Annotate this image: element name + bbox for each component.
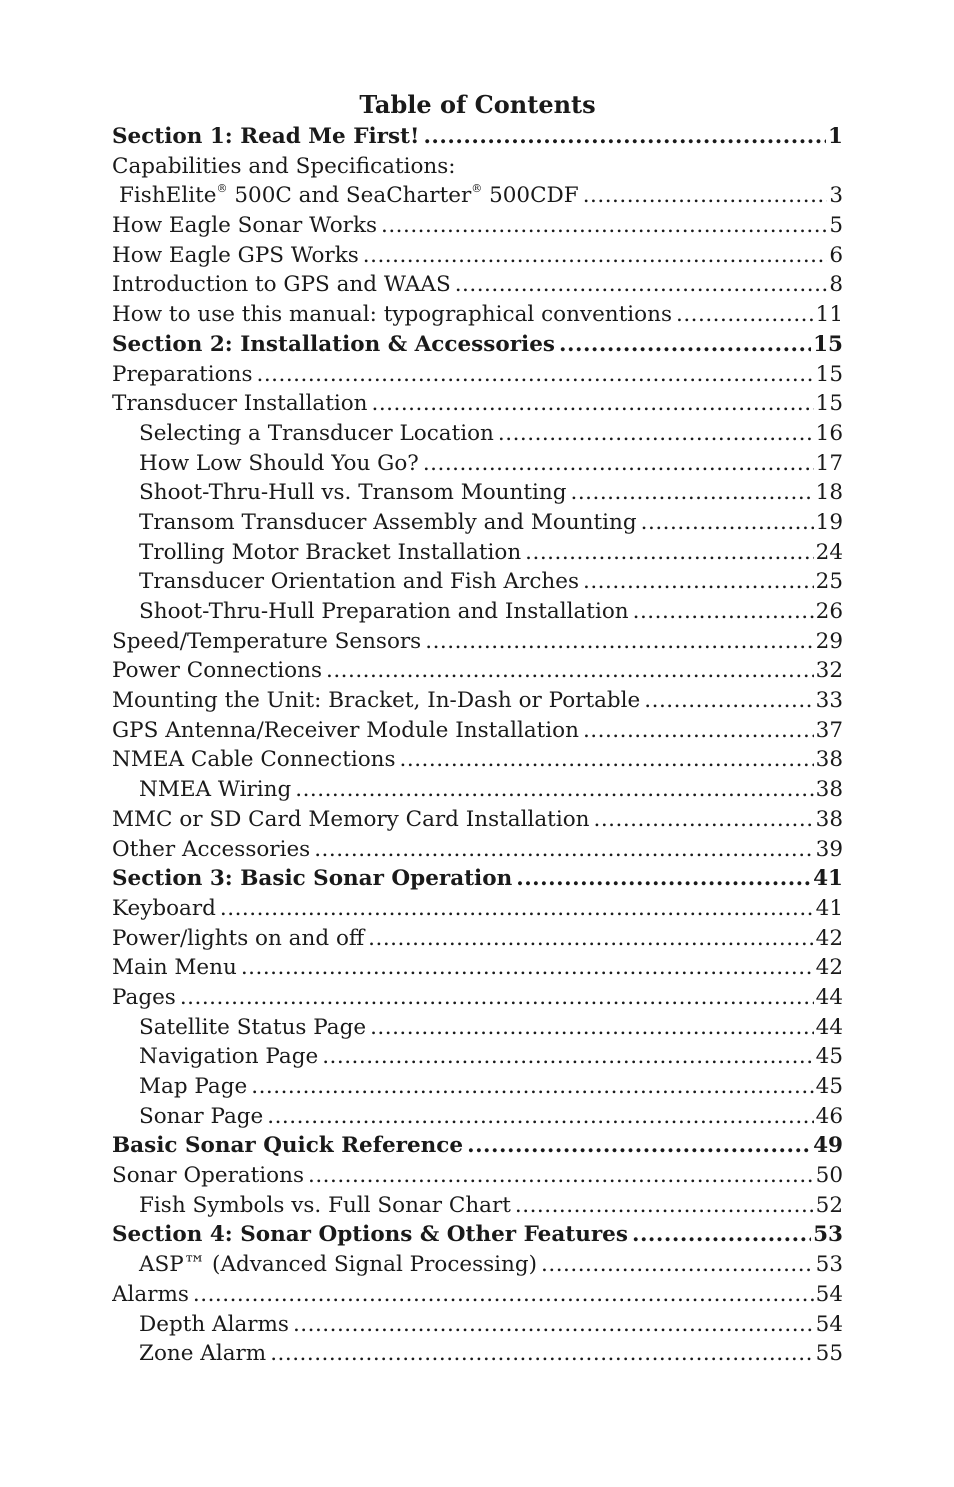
toc-entry-page-number: 55 — [815, 1341, 843, 1367]
dot-leader — [632, 1220, 811, 1250]
toc-entry[interactable] — [112, 1250, 843, 1280]
toc-entry[interactable] — [112, 508, 843, 538]
dot-leader — [193, 1280, 814, 1310]
toc-entry-page-number: 33 — [815, 688, 843, 714]
dot-leader — [314, 835, 813, 865]
dot-leader — [295, 775, 813, 805]
toc-entry-page-number: 32 — [815, 658, 843, 684]
toc-list — [112, 122, 843, 1369]
dot-leader — [541, 1250, 814, 1280]
toc-entry-label: Navigation Page — [139, 1044, 319, 1070]
toc-entry[interactable] — [112, 330, 843, 360]
toc-entry-page-number: 18 — [815, 480, 843, 506]
toc-entry-page-number: 16 — [815, 420, 843, 446]
dot-leader — [326, 656, 814, 686]
dot-leader — [423, 122, 826, 152]
dot-leader — [583, 181, 828, 211]
toc-entry[interactable] — [112, 300, 843, 330]
toc-entry-page-number: 42 — [815, 925, 843, 951]
toc-entry[interactable] — [112, 1042, 843, 1072]
toc-entry[interactable] — [112, 1339, 843, 1369]
toc-entry-label: Shoot-Thru-Hull vs. Transom Mounting — [139, 480, 567, 506]
dot-leader — [676, 300, 814, 330]
toc-entry-label: Mounting the Unit: Bracket, In-Dash or Portable — [112, 688, 641, 714]
toc-entry-page-number: 37 — [815, 717, 843, 743]
toc-entry-label: NMEA Cable Connections — [112, 747, 396, 773]
toc-entry-label: Section 4: Sonar Options & Other Features — [112, 1222, 628, 1248]
toc-entry-page-number: 45 — [815, 1044, 843, 1070]
toc-entry[interactable] — [112, 597, 843, 627]
toc-entry[interactable] — [112, 924, 843, 954]
toc-entry[interactable] — [112, 270, 843, 300]
dot-leader — [583, 567, 814, 597]
toc-entry-page-number: 44 — [815, 1014, 843, 1040]
toc-entry-label: Alarms — [112, 1281, 189, 1307]
toc-entry-page-number: 3 — [829, 183, 843, 209]
toc-entry[interactable] — [112, 449, 843, 479]
toc-entry[interactable] — [112, 1280, 843, 1310]
toc-entry-label: Power Connections — [112, 658, 322, 684]
toc-entry-label: Transom Transducer Assembly and Mounting — [139, 509, 637, 535]
toc-entry-page-number: 41 — [815, 895, 843, 921]
dot-leader — [381, 211, 827, 241]
toc-entry[interactable] — [112, 1013, 843, 1043]
toc-entry-label: Power/lights on and off — [112, 925, 365, 951]
dot-leader — [633, 597, 814, 627]
toc-entry-page-number: 44 — [815, 984, 843, 1010]
dot-leader — [257, 360, 814, 390]
toc-entry[interactable] — [112, 152, 843, 182]
toc-entry-page-number: 24 — [815, 539, 843, 565]
toc-entry-label: Pages — [112, 984, 176, 1010]
toc-entry-page-number: 53 — [815, 1252, 843, 1278]
toc-entry-page-number: 49 — [813, 1133, 843, 1159]
toc-entry[interactable] — [112, 775, 843, 805]
toc-entry-label: Fish Symbols vs. Full Sonar Chart — [139, 1192, 511, 1218]
toc-entry-page-number: 26 — [815, 599, 843, 624]
toc-entry[interactable] — [112, 478, 843, 508]
dot-leader — [644, 686, 813, 716]
toc-entry-page-number: 17 — [815, 450, 843, 476]
toc-entry[interactable] — [112, 1310, 843, 1340]
toc-page — [112, 88, 843, 1369]
dot-leader — [583, 716, 814, 746]
toc-entry-label: Keyboard — [112, 895, 216, 921]
dot-leader — [220, 894, 814, 924]
toc-entry[interactable] — [112, 1131, 843, 1161]
toc-entry-page-number: 25 — [815, 569, 843, 595]
dot-leader — [267, 1102, 813, 1132]
toc-entry-label: How Eagle Sonar Works — [112, 213, 378, 239]
toc-entry-label: Sonar Page — [139, 1103, 264, 1129]
toc-entry-page-number: 39 — [815, 836, 843, 862]
toc-entry-page-number: 45 — [815, 1074, 843, 1099]
toc-entry-label: Section 3: Basic Sonar Operation — [112, 866, 513, 892]
toc-entry-label: Map Page — [139, 1074, 248, 1099]
toc-entry-label: Section 2: Installation & Accessories — [112, 331, 555, 357]
toc-entry-page-number: 11 — [815, 302, 843, 328]
toc-entry-label: Trolling Motor Bracket Installation — [139, 539, 522, 565]
toc-entry[interactable] — [112, 1220, 843, 1250]
dot-leader — [641, 508, 814, 538]
toc-entry-label: Selecting a Transducer Location — [139, 420, 494, 446]
toc-entry[interactable] — [112, 745, 843, 775]
toc-entry-label: Shoot-Thru-Hull Preparation and Installation — [139, 599, 629, 624]
toc-entry-page-number: 38 — [815, 747, 843, 773]
toc-entry-label: How Eagle GPS Works — [112, 242, 359, 268]
toc-entry[interactable] — [112, 716, 843, 746]
toc-entry-label: ASP™ (Advanced Signal Processing) — [139, 1252, 538, 1278]
dot-leader — [293, 1310, 814, 1340]
dot-leader — [570, 478, 813, 508]
dot-leader — [425, 627, 813, 657]
toc-entry-label: Sonar Operations — [112, 1163, 304, 1189]
toc-entry-page-number: 8 — [829, 272, 843, 298]
toc-entry-label: Depth Alarms — [139, 1311, 289, 1337]
toc-entry-label: NMEA Wiring — [139, 777, 292, 803]
toc-entry-page-number: 19 — [815, 509, 843, 535]
dot-leader — [370, 1013, 814, 1043]
toc-entry-label: GPS Antenna/Receiver Module Installation — [112, 717, 579, 743]
toc-entry-label: Satellite Status Page — [139, 1014, 367, 1040]
dot-leader — [516, 864, 811, 894]
toc-entry[interactable] — [112, 419, 843, 449]
toc-entry-label: Speed/Temperature Sensors — [112, 628, 422, 654]
dot-leader — [270, 1339, 813, 1369]
dot-leader — [559, 330, 811, 360]
dot-leader — [515, 1191, 814, 1221]
toc-entry[interactable] — [112, 1191, 843, 1221]
dot-leader — [455, 270, 828, 300]
dot-leader — [322, 1042, 813, 1072]
toc-entry-label: How Low Should You Go? — [139, 450, 419, 476]
toc-entry-label: MMC or SD Card Memory Card Installation — [112, 806, 590, 832]
toc-entry-label: How to use this manual: typographical conventions — [112, 302, 672, 328]
toc-entry-page-number: 15 — [815, 361, 843, 387]
toc-entry-page-number: 42 — [815, 955, 843, 981]
toc-entry-label: Other Accessories — [112, 836, 311, 862]
toc-entry-page-number: 54 — [815, 1281, 843, 1307]
toc-entry-page-number: 41 — [813, 866, 843, 892]
toc-entry[interactable] — [112, 241, 843, 271]
dot-leader — [251, 1072, 813, 1102]
dot-leader — [241, 953, 814, 983]
toc-entry[interactable] — [112, 805, 843, 835]
toc-entry[interactable] — [112, 656, 843, 686]
toc-entry-label: Zone Alarm — [139, 1341, 267, 1367]
toc-entry-page-number: 29 — [815, 628, 843, 654]
toc-entry-page-number: 46 — [815, 1103, 843, 1129]
toc-entry[interactable] — [112, 538, 843, 568]
dot-leader — [423, 449, 814, 479]
dot-leader — [467, 1131, 811, 1161]
toc-entry-label: Main Menu — [112, 955, 237, 981]
toc-entry[interactable] — [112, 686, 843, 716]
toc-entry[interactable] — [112, 181, 843, 211]
toc-entry[interactable] — [112, 864, 843, 894]
toc-entry[interactable] — [112, 1161, 843, 1191]
toc-title: Table of Contents — [359, 90, 596, 119]
dot-leader — [525, 538, 813, 568]
toc-entry-label: Preparations — [112, 361, 253, 387]
toc-entry[interactable] — [112, 211, 843, 241]
toc-entry[interactable] — [112, 567, 843, 597]
toc-entry[interactable] — [112, 835, 843, 865]
toc-entry-page-number: 52 — [815, 1192, 843, 1218]
dot-leader — [308, 1161, 814, 1191]
toc-entry[interactable] — [112, 122, 843, 152]
toc-entry-label: FishElite® 500C and SeaCharter® 500CDF — [119, 182, 579, 209]
dot-leader — [368, 924, 813, 954]
dot-leader — [498, 419, 814, 449]
toc-entry-page-number: 38 — [815, 806, 843, 832]
toc-entry[interactable] — [112, 983, 843, 1013]
toc-entry[interactable] — [112, 1072, 843, 1102]
dot-leader — [180, 983, 814, 1013]
toc-entry[interactable] — [112, 894, 843, 924]
toc-entry-label: Capabilities and Specifications: — [112, 153, 456, 179]
dot-leader — [594, 805, 814, 835]
toc-entry[interactable] — [112, 389, 843, 419]
toc-entry-label: Basic Sonar Quick Reference — [112, 1133, 464, 1159]
toc-entry-label: Section 1: Read Me First! — [112, 124, 420, 149]
toc-entry[interactable] — [112, 627, 843, 657]
toc-entry-label: Transducer Installation — [112, 391, 368, 417]
dot-leader — [400, 745, 814, 775]
toc-entry-page-number: 1 — [828, 124, 843, 149]
toc-entry-page-number: 53 — [813, 1222, 843, 1248]
toc-entry-page-number: 6 — [829, 242, 843, 268]
toc-entry-label: Transducer Orientation and Fish Arches — [139, 569, 579, 595]
toc-entry-label: Introduction to GPS and WAAS — [112, 272, 451, 298]
toc-entry[interactable] — [112, 953, 843, 983]
toc-entry-page-number: 15 — [815, 391, 843, 417]
toc-entry-page-number: 15 — [813, 331, 843, 357]
toc-entry-page-number: 38 — [815, 777, 843, 803]
dot-leader — [372, 389, 814, 419]
toc-entry-page-number: 54 — [815, 1311, 843, 1337]
toc-entry-page-number: 5 — [829, 213, 843, 239]
toc-entry[interactable] — [112, 360, 843, 390]
dot-leader — [363, 241, 828, 271]
toc-entry-page-number: 50 — [815, 1163, 843, 1189]
toc-entry[interactable] — [112, 1102, 843, 1132]
